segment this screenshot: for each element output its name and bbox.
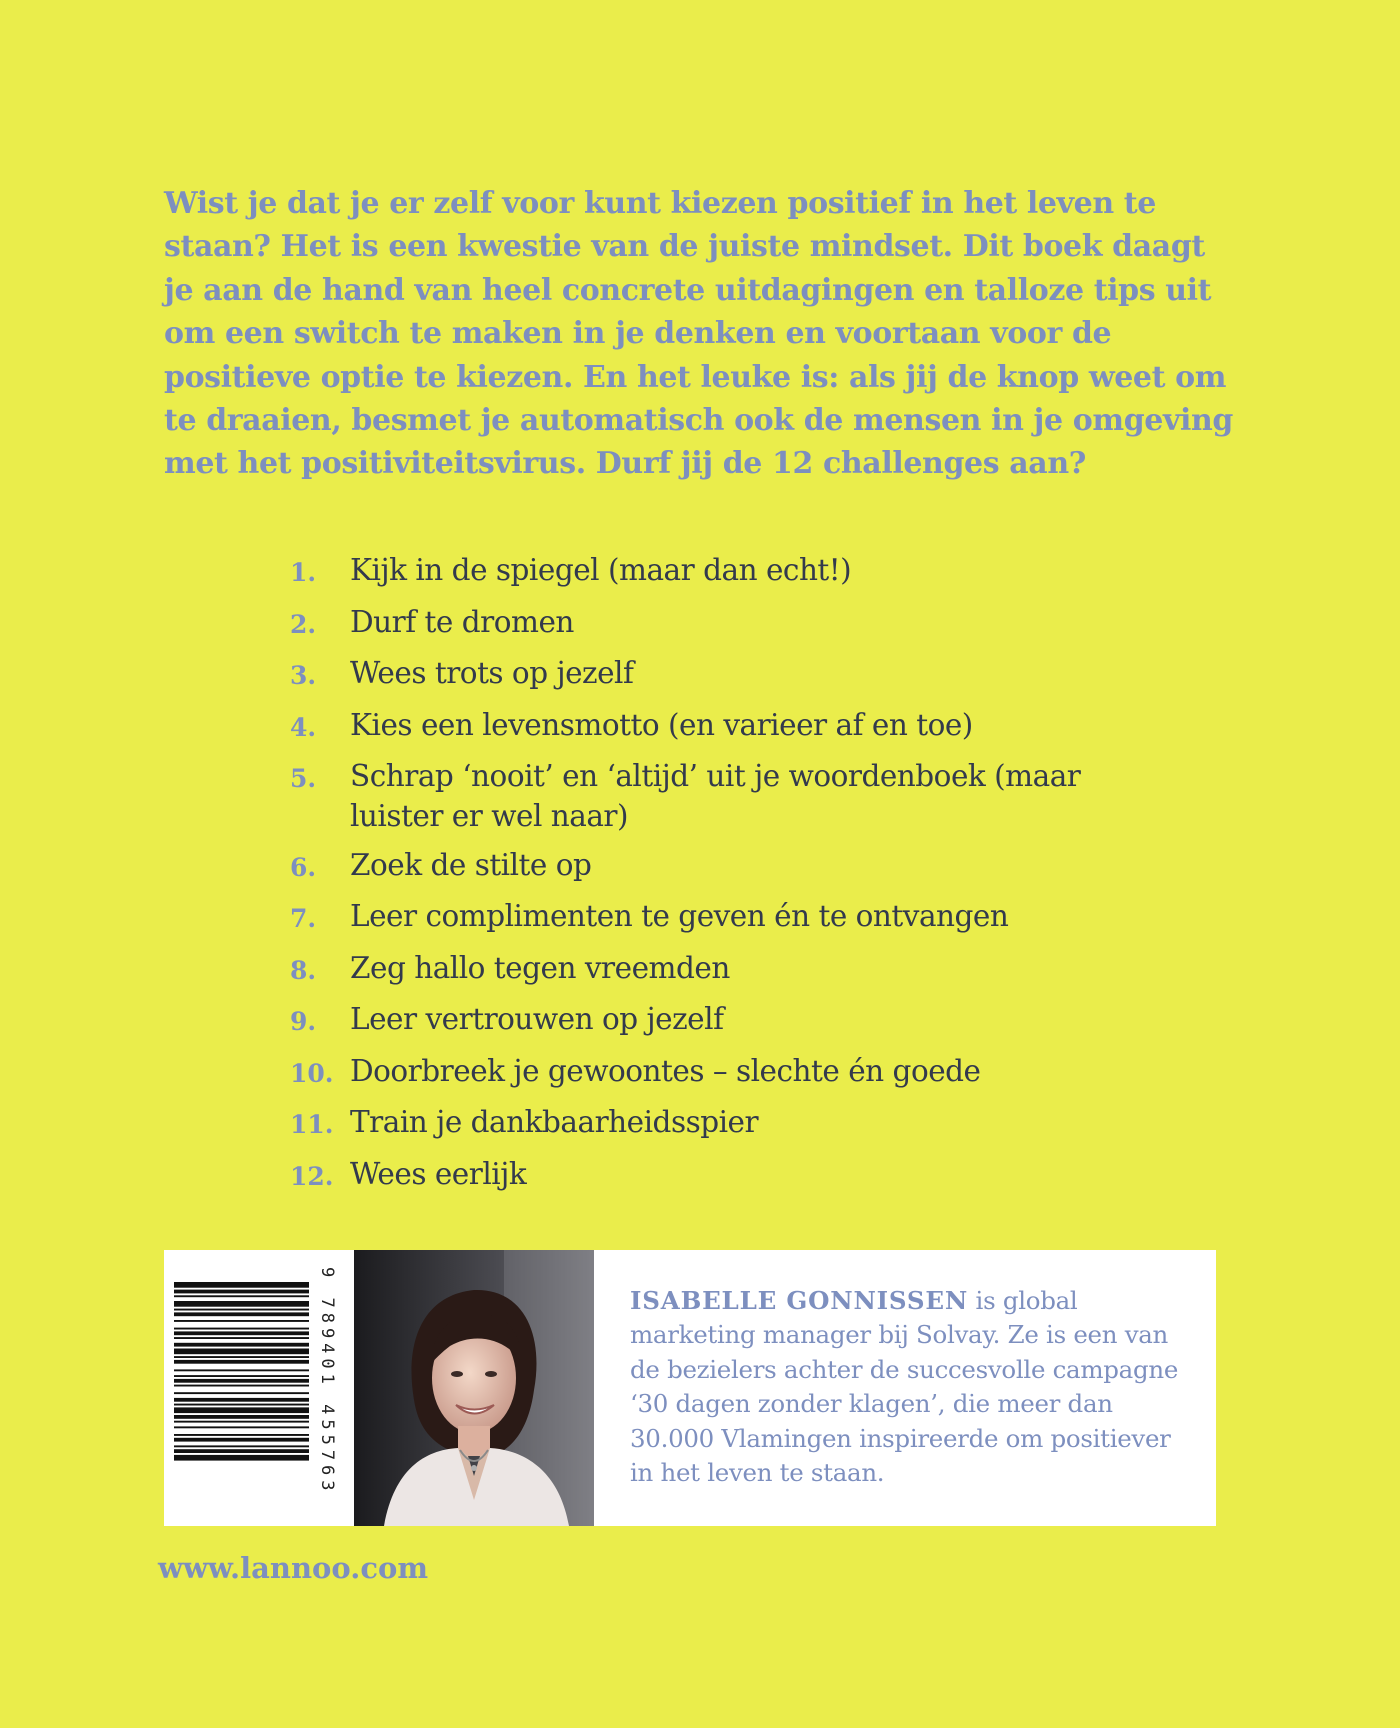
- challenge-label: Train je dankbaarheidsspier: [350, 1105, 759, 1139]
- barcode-bar: [174, 1295, 309, 1297]
- challenge-item: [290, 550, 1110, 593]
- challenge-label: Doorbreek je gewoontes – slechte én goede: [350, 1053, 981, 1088]
- challenge-number: 8.: [290, 955, 317, 985]
- barcode-bar: [174, 1360, 309, 1364]
- barcode-bar: [174, 1438, 309, 1442]
- challenge-number: 12.: [290, 1161, 334, 1191]
- challenge-number: 11.: [290, 1110, 334, 1139]
- challenge-item: [290, 756, 1110, 836]
- challenge-label: Durf te dromen: [350, 604, 574, 639]
- challenge-label: Leer vertrouwen op jezelf: [350, 1002, 724, 1036]
- author-bio: [594, 1250, 1216, 1526]
- barcode-bar: [174, 1379, 309, 1383]
- barcode-bars: [174, 1282, 309, 1508]
- author-portrait-image: [354, 1250, 594, 1526]
- challenge-number: 6.: [290, 852, 317, 882]
- challenge-number: 5.: [290, 764, 317, 793]
- barcode-bar: [174, 1404, 309, 1406]
- challenge-number: 9.: [290, 1007, 317, 1036]
- barcode-bar: [174, 1343, 309, 1347]
- challenge-label: Leer complimenten te geven én te ontvangen: [350, 899, 1009, 933]
- author-photo: [354, 1250, 594, 1526]
- author-panel: [164, 1250, 1216, 1526]
- challenge-item: [290, 1051, 1110, 1094]
- barcode-bar: [174, 1320, 309, 1322]
- barcode-bar: [174, 1290, 309, 1294]
- barcode-bar: [174, 1328, 309, 1330]
- challenge-number: 2.: [290, 609, 317, 639]
- challenge-number: 10.: [290, 1058, 334, 1088]
- barcode-digits: 9 789401 455763: [317, 1267, 337, 1496]
- challenge-item: [290, 1102, 1110, 1145]
- challenge-label: Wees eerlijk: [350, 1156, 527, 1191]
- challenge-label: Wees trots op jezelf: [350, 656, 634, 690]
- barcode-bar: [174, 1415, 309, 1419]
- publisher-website: www.lannoo.com: [158, 1551, 429, 1585]
- barcode-bar: [174, 1421, 309, 1423]
- challenge-item: [290, 999, 1110, 1042]
- barcode-bar: [174, 1455, 309, 1461]
- challenge-label: Kies een levensmotto (en varieer af en toe): [350, 707, 973, 742]
- barcode-bar: [174, 1312, 309, 1316]
- challenge-item: [290, 845, 1110, 888]
- barcode: [164, 1250, 354, 1526]
- barcode-bar: [174, 1301, 309, 1307]
- barcode-bar: [174, 1407, 309, 1413]
- barcode-bar: [174, 1369, 309, 1371]
- intro-paragraph: Wist je dat je er zelf voor kunt kiezen positief in het leven te staan? Het is een kwestie van de juiste mindset. Dit boek daagt je aan de hand van heel concrete uitdagingen en talloze tips uit om een switch te maken in je denken en voortaan voor de positieve optie te kiezen. En het leuke is: als jij de knop weet om te draaien, besmet je automatisch ook de mensen in je omgeving met het positiviteitsvirus. Durf jij de 12 challenges aan?: [164, 186, 1233, 482]
- challenge-label: Zeg hallo tegen vreemden: [350, 950, 730, 985]
- barcode-bar: [174, 1309, 309, 1311]
- challenge-label: Zoek de stilte op: [350, 847, 592, 882]
- barcode-bar: [174, 1434, 309, 1436]
- challenge-number: 4.: [290, 712, 317, 742]
- barcode-bar: [174, 1356, 309, 1358]
- challenge-item: [290, 1154, 1110, 1197]
- barcode-bar: [174, 1426, 309, 1428]
- barcode-bar: [174, 1375, 309, 1377]
- barcode-bar: [174, 1331, 309, 1335]
- challenge-item: [290, 896, 1110, 939]
- barcode-bar: [174, 1449, 309, 1453]
- barcode-bar: [174, 1282, 309, 1288]
- challenge-number: 3.: [290, 661, 317, 690]
- challenge-number: 1.: [290, 558, 317, 587]
- barcode-bar: [174, 1392, 309, 1394]
- author-name: ISABELLE GONNISSEN: [630, 1286, 969, 1315]
- challenge-item: [290, 948, 1110, 991]
- barcode-bar: [174, 1385, 309, 1387]
- challenge-label: Kijk in de spiegel (maar dan echt!): [350, 553, 852, 587]
- barcode-bar: [174, 1398, 309, 1402]
- challenge-item: [290, 602, 1110, 645]
- barcode-bar: [174, 1445, 309, 1447]
- challenge-list: [290, 550, 1110, 1205]
- challenge-number: 7.: [290, 904, 317, 933]
- author-bio-text: is global marketing manager bij Solvay. Ze is een van de bezielers achter de succesvolle campagne ‘30 dagen zonder klagen’, die meer dan 30.000 Vlamingen inspireerde om positiever in het leven te staan.: [630, 1286, 1179, 1488]
- challenge-item: [290, 653, 1110, 696]
- challenge-label: Schrap ‘nooit’ en ‘altijd’ uit je woordenboek (maar luister er wel naar): [350, 759, 1081, 833]
- barcode-bar: [174, 1337, 309, 1339]
- challenge-item: [290, 705, 1110, 748]
- barcode-bar: [174, 1349, 309, 1355]
